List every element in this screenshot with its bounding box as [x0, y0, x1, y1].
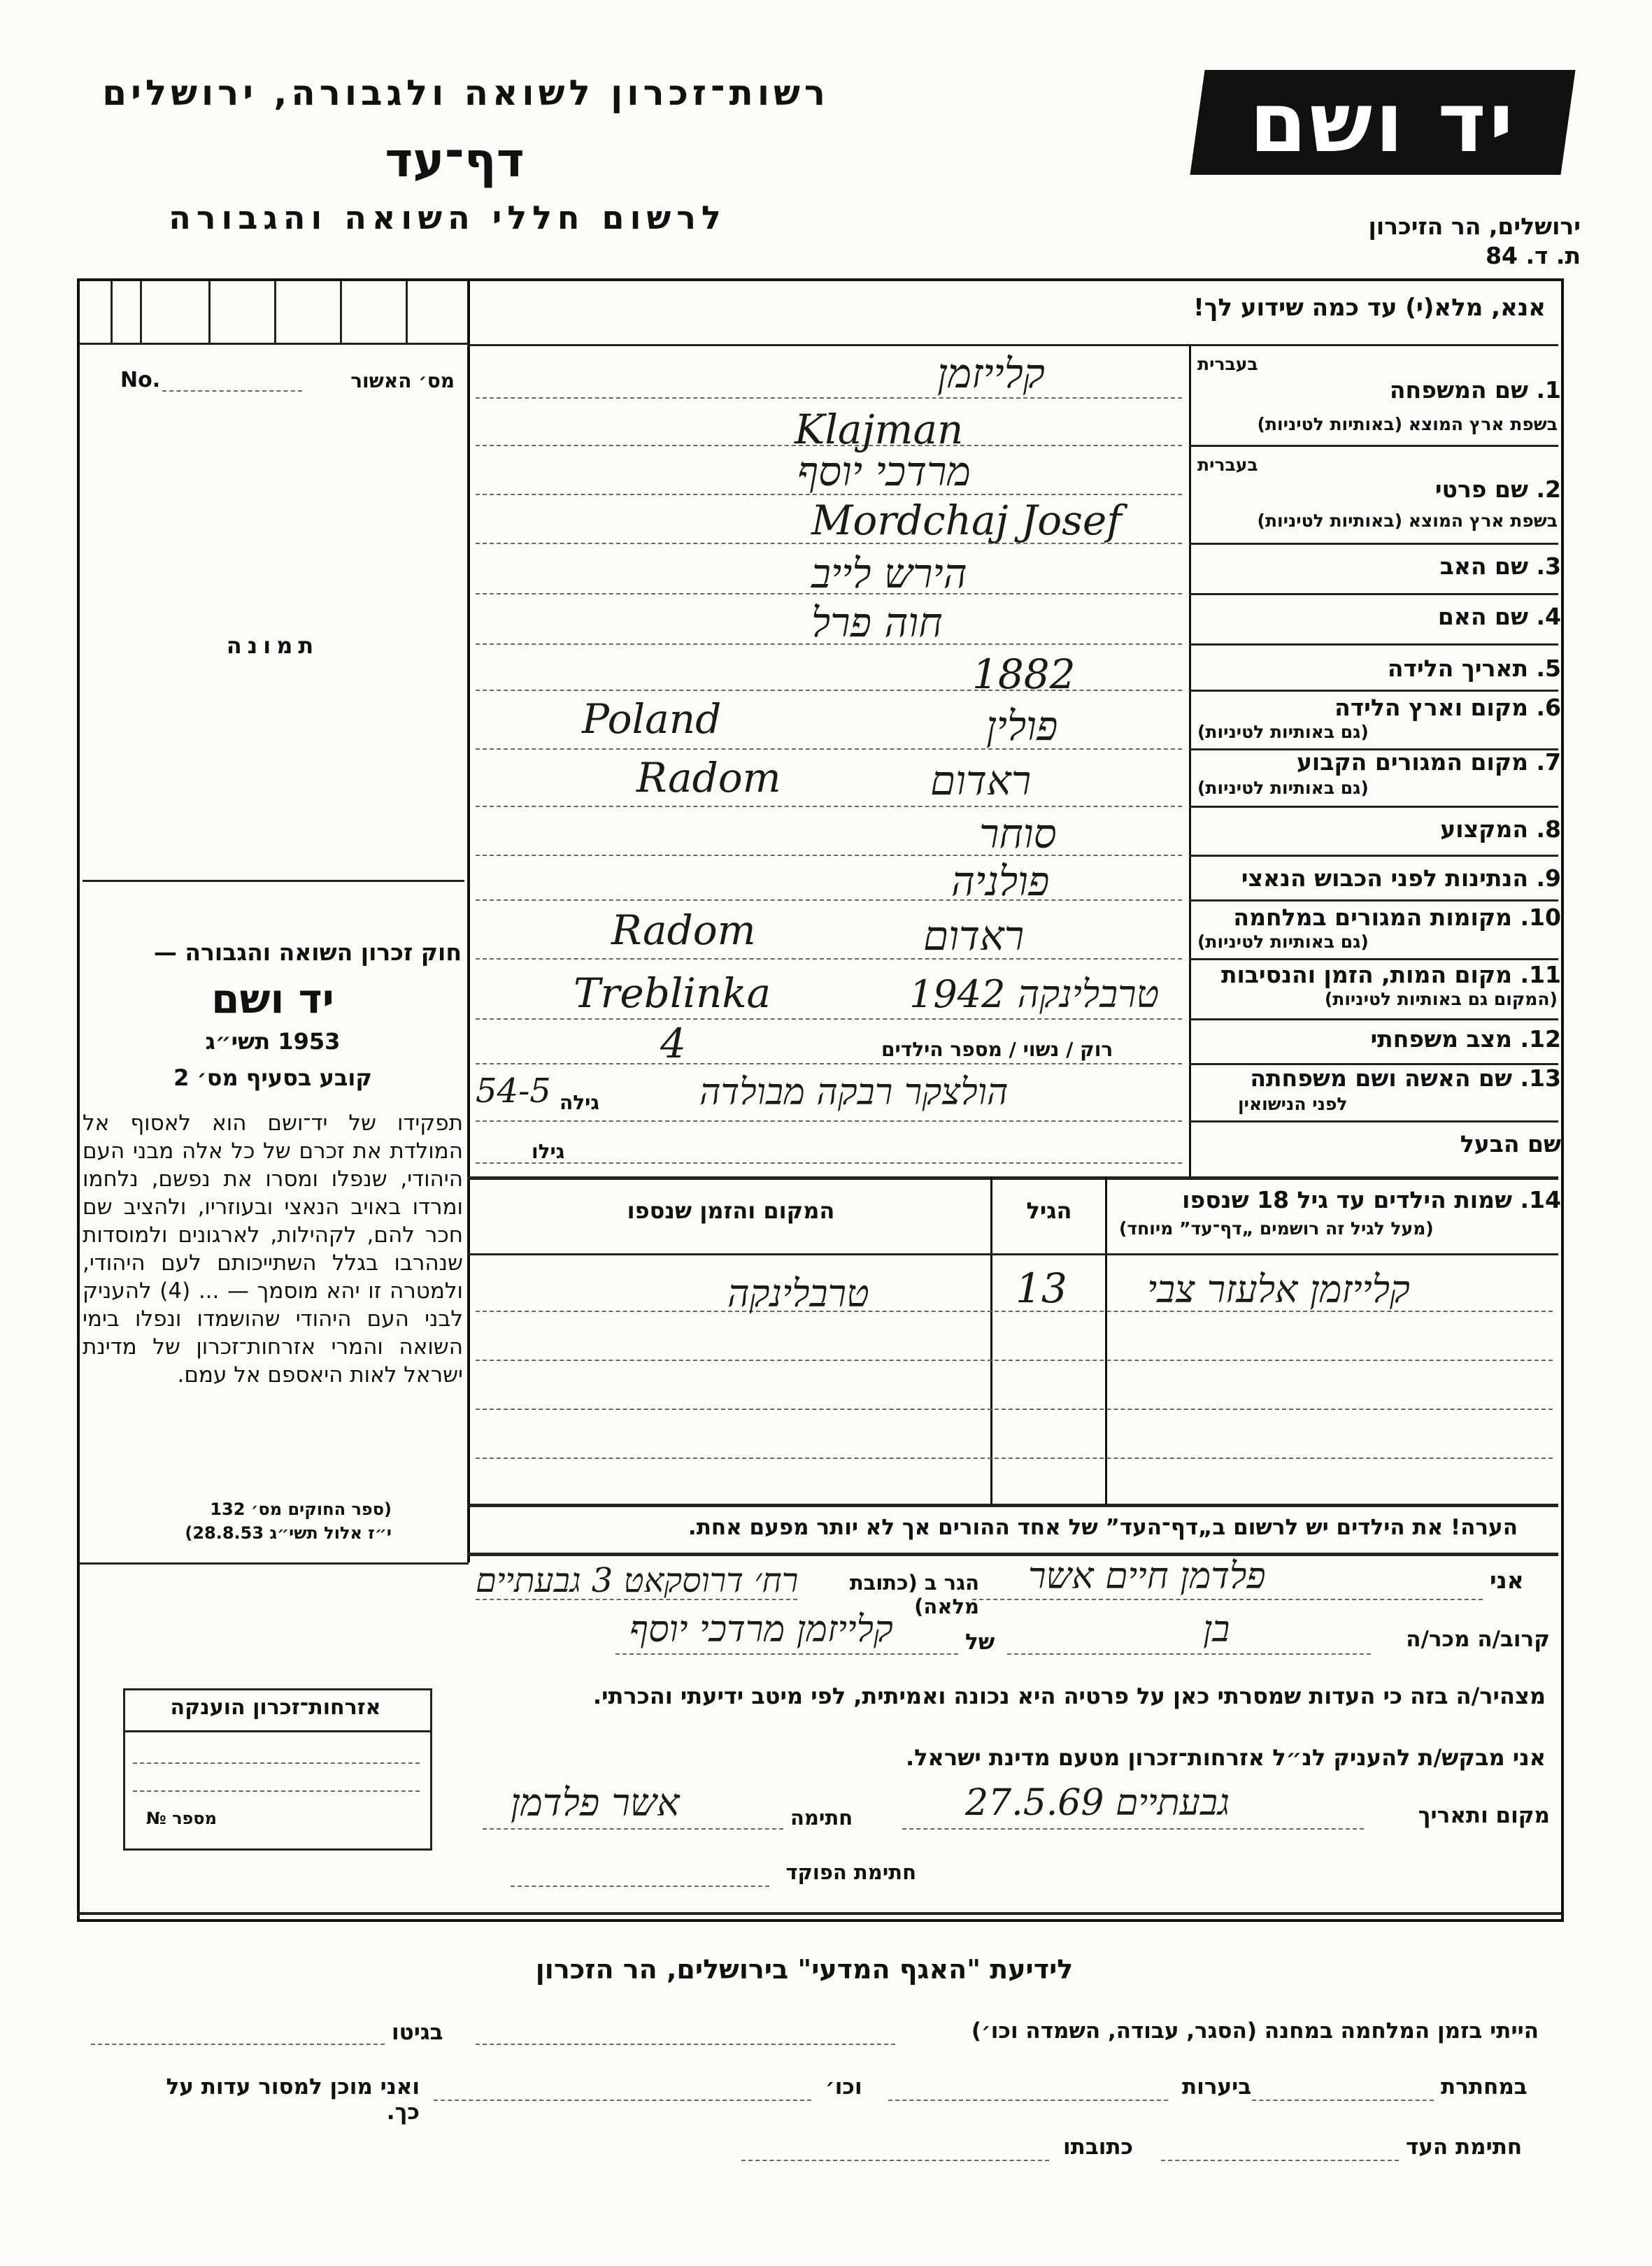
archive-forests: ביערות	[1182, 2074, 1252, 2100]
field-12-label: 12. מצב משפחתי	[1370, 1025, 1561, 1053]
yad-vashem-logo: יד ושם	[1190, 70, 1575, 175]
registration-no-label: No.	[120, 368, 161, 392]
children-label: 14. שמות הילדים עד גיל 18 שנספו	[1182, 1186, 1561, 1213]
wife-name: הולצקר רבקה מבולדה	[699, 1071, 1009, 1113]
po-box: ת. ד. 84	[1486, 242, 1581, 269]
field-7-sub: (גם באותיות לטיניות)	[1197, 778, 1369, 798]
husband-age-label: גילו	[532, 1140, 565, 1163]
relation-value: בן	[1203, 1609, 1230, 1651]
archive-witness-signature: חתימת העד	[1406, 2135, 1523, 2160]
relative-label: קרוב/ה מכר/ה	[1406, 1627, 1550, 1652]
field-2-sub-top: בעברית	[1197, 455, 1258, 475]
father-name: הירש לייב	[811, 550, 967, 597]
field-7-label: 7. מקום המגורים הקבוע	[1296, 748, 1561, 776]
archive-ghetto: בגיטו	[392, 2020, 443, 2045]
children-top	[467, 1176, 1558, 1180]
wartime-residence-latin: Radom	[611, 906, 756, 954]
field-1-label: 1. שם המשפחה	[1389, 376, 1561, 404]
field-2-label: 2. שם פרטי	[1434, 476, 1561, 503]
wife-age: 54-5	[476, 1071, 551, 1111]
note: הערה! את הילדים יש לרשום ב„דף־העד” של אחד ההורים אך לא יותר מפעם אחת.	[688, 1515, 1518, 1540]
field-9-label: 9. הנתינות לפני הכבוש הנאצי	[1241, 864, 1561, 892]
mother-name: חוה פרל	[811, 599, 943, 646]
surname-hebrew: קלייזמן	[937, 350, 1045, 397]
law-ref-1: (ספר החוקים מס׳ 132	[210, 1499, 392, 1519]
birthplace-hebrew: פולין	[986, 702, 1058, 750]
field-3-label: 3. שם האב	[1439, 553, 1561, 580]
husband-label: שם הבעל	[1460, 1130, 1561, 1157]
wartime-residence-hebrew: ראדום	[923, 912, 1025, 960]
residing-label: הגר ב (כתובת מלאה)	[849, 1571, 979, 1618]
archive-etc: וכו׳	[825, 2074, 862, 2100]
archive-line-1: הייתי בזמן המלחמה במחנה (הסגר, עבודה, השמדה וכו׳)	[971, 2018, 1539, 2044]
archive-title: לידיעת "האגף המדעי" בירושלים, הר הזכרון	[535, 1954, 1074, 1985]
law-clause: קובע בסעיף מס׳ 2	[173, 1064, 372, 1091]
death-place-hebrew: טרבלינקה 1942	[909, 972, 1160, 1016]
authority-title: רשות־זכרון לשואה ולגבורה, ירושלים	[102, 73, 829, 113]
left-column-divider	[467, 278, 470, 1562]
children-bottom	[467, 1504, 1558, 1507]
registration-ticks	[80, 281, 467, 343]
citizenship-box-number: מספר №	[145, 1809, 217, 1828]
given-name-latin: Mordchaj Josef	[811, 497, 1122, 544]
signature-label: חתימה	[790, 1806, 853, 1830]
left-column-bottom	[80, 1562, 469, 1565]
note-bottom	[467, 1553, 1558, 1556]
registration-heb-label: מס׳ האשור	[350, 369, 455, 392]
wife-age-label: גילה	[560, 1091, 599, 1114]
archive-divider	[77, 1912, 1561, 1915]
death-place-latin: Treblinka	[574, 969, 771, 1017]
profession: סוחר	[979, 810, 1057, 857]
field-6-label: 6. מקום וארץ הלידה	[1334, 694, 1561, 721]
marital-inline-label: רוק / נשוי / מספר הילדים	[881, 1038, 1113, 1061]
archive-ready: ואני מוכן למסור עדות על כך.	[166, 2074, 420, 2125]
field-6-sub: (גם באותיות לטיניות)	[1197, 722, 1369, 742]
label-column-divider	[1189, 344, 1191, 1176]
citizenship: פולניה	[951, 857, 1050, 905]
photo-bottom-line	[83, 880, 464, 882]
citizenship-box-title: אזרחות־זכרון הוענקה	[170, 1695, 381, 1720]
law-heading: חוק זכרון השואה והגבורה —	[153, 939, 462, 966]
child-1-age: 13	[1016, 1264, 1067, 1312]
children-col-age: הגיל	[1026, 1197, 1072, 1224]
field-5-label: 5. תאריך הלידה	[1387, 655, 1561, 682]
field-2-sub-bottom: בשפת ארץ המוצא (באותיות לטיניות)	[1257, 511, 1558, 531]
officer-signature-label: חתימת הפוקד	[785, 1860, 916, 1884]
field-11-sub: (המקום גם באותיות לטיניות)	[1324, 989, 1558, 1009]
address: ירושלים, הר הזיכרון	[1368, 213, 1581, 240]
declarant-name: פלדמן חיים אשר	[1028, 1555, 1266, 1597]
instruction-divider	[467, 344, 1558, 346]
registration-no-line	[162, 390, 302, 392]
form-title: דף־עד	[385, 133, 525, 188]
field-1-sub-top: בעברית	[1197, 354, 1258, 374]
of-value: קלייזמן מרדכי יוסף	[629, 1609, 893, 1651]
residence-latin: Radom	[636, 754, 781, 801]
surname-latin: Klajman	[795, 406, 964, 453]
field-10-sub: (גם באותיות לטיניות)	[1197, 932, 1369, 952]
field-8-label: 8. המקצוע	[1440, 815, 1561, 843]
residence-hebrew: ראדום	[930, 757, 1032, 804]
field-10-label: 10. מקומות המגורים במלחמה	[1233, 904, 1561, 931]
instruction-text: אנא, מלא(י) עד כמה שידוע לך!	[1193, 294, 1546, 322]
law-name: יד ושם	[211, 975, 334, 1022]
children-col-place: המקום והזמן שנספו	[627, 1197, 835, 1224]
place-date-label: מקום ותאריך	[1418, 1803, 1550, 1828]
request: אני מבקש/ת להעניק לנ״ל אזרחות־זכרון מטעם מדינת ישראל.	[906, 1744, 1546, 1771]
signature-value: אשר פלדמן	[511, 1781, 680, 1825]
law-year: 1953 תשי״ג	[205, 1028, 341, 1055]
photo-label: תמונה	[226, 632, 320, 659]
field-13-sub: לפני הנישואין	[1238, 1094, 1348, 1114]
declarant-address: רח׳ דרוסקאט 3 גבעתיים	[476, 1561, 799, 1600]
children-sublabel: (מעל לגיל זה רושמים „דף־עד” מיוחד)	[1119, 1218, 1434, 1239]
field-13-label: 13. שם האשה ושם משפחתה	[1250, 1064, 1561, 1092]
declarant-label: אני	[1490, 1567, 1524, 1594]
archive-underground: במחתרת	[1441, 2074, 1528, 2100]
of-label: של	[965, 1630, 995, 1655]
law-body: תפקידו של יד־ושם הוא לאסוף אל המולדת את זכרם של כל אלה מבני העם היהודי, שנפלו ומסרו את נפשם, נלחמו ומרדו באויב הנאצי ובעוזריו, ולהציב שם חכר להם, לקהילות, לארגונים ולמוסדות שנהרבו בגלל השתייכותם לעם היהודי, ולמטרה זו יהא מוסמך — ... (4) להעניק לבני העם היהודי שהושמדו ונפלו בימי השואה והמרי אזרחות־זכרון של מדינת ישראל לאות היאספם אל עמם.	[83, 1111, 463, 1388]
field-11-label: 11. מקום המות, הזמן והנסיבות	[1220, 961, 1561, 988]
statement: מצהיר/ה בזה כי העדות שמסרתי כאן על פרטיה היא נכונה ואמיתית, לפי מיטב ידיעתי והכרתי.	[592, 1683, 1546, 1709]
child-1-place: טרבלינקה	[727, 1271, 869, 1316]
field-1-sub-bottom: בשפת ארץ המוצא (באותיות לטיניות)	[1257, 414, 1558, 434]
place-date-value: גבעתיים 27.5.69	[965, 1782, 1230, 1824]
form-subtitle: לרשום חללי השואה והגבורה	[169, 199, 727, 236]
child-1-name: קלייזמן אלעזר צבי	[1147, 1267, 1410, 1311]
archive-address: כתובתו	[1063, 2135, 1134, 2160]
children-count: 4	[660, 1020, 686, 1067]
birthplace-latin: Poland	[582, 695, 722, 743]
given-name-hebrew: מרדכי יוסף	[797, 448, 971, 495]
law-ref-2: י״ז אלול תשי״ג 28.8.53)	[185, 1523, 392, 1543]
field-4-label: 4. שם האם	[1437, 603, 1561, 630]
birth-date: 1882	[972, 650, 1076, 698]
